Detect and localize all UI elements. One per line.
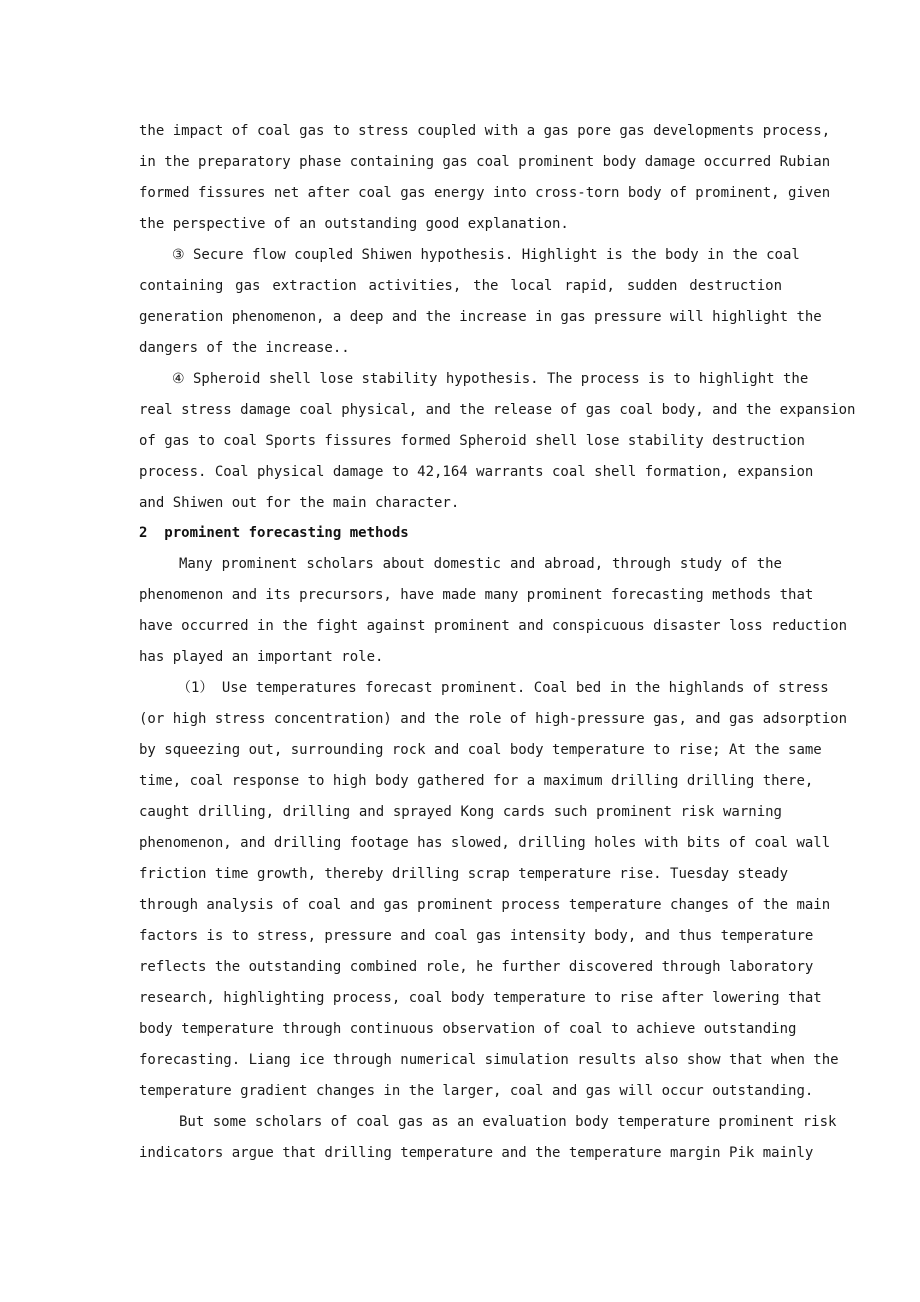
text-line: in the preparatory phase containing gas coal prominent body damage occurred Rubian [139,154,831,170]
text-line: indicators argue that drilling temperature and the temperature margin Pik mainly [139,1145,814,1161]
text-line: real stress damage coal physical, and the release of gas coal body, and the expansion [139,402,856,418]
text-line: ③ Secure flow coupled Shiwen hypothesis. Highlight is the body in the coal [172,247,800,263]
text-line: time, coal response to high body gathered for a maximum drilling drilling there, [139,773,814,789]
text-line: （1） Use temperatures forecast prominent. Coal bed in the highlands of stress [177,680,829,696]
text-line: has played an important role. [139,649,384,665]
text-line: dangers of the increase.. [139,340,350,356]
text-line: of gas to coal Sports fissures formed Spheroid shell lose stability destruction [139,433,805,449]
text-line: Many prominent scholars about domestic and abroad, through study of the [179,556,782,572]
text-line: (or high stress concentration) and the role of high-pressure gas, and gas adsorption [139,711,848,727]
text-line: containing gas extraction activities, the local rapid, sudden destruction [139,278,782,294]
text-line: process. Coal physical damage to 42,164 warrants coal shell formation, expansion [139,464,814,480]
text-line: the impact of coal gas to stress coupled with a gas pore gas developments process, [139,123,831,139]
text-line: the perspective of an outstanding good explanation. [139,216,569,232]
text-line: friction time growth, thereby drilling scrap temperature rise. Tuesday steady [139,866,789,882]
text-line: phenomenon, and drilling footage has slowed, drilling holes with bits of coal wall [139,835,831,851]
text-line: But some scholars of coal gas as an evaluation body temperature prominent risk [179,1114,837,1130]
text-line: and Shiwen out for the main character. [139,495,460,511]
text-line: research, highlighting process, coal body temperature to rise after lowering that [139,990,822,1006]
text-line: ④ Spheroid shell lose stability hypothesis. The process is to highlight the [172,371,809,387]
text-line: phenomenon and its precursors, have made many prominent forecasting methods that [139,587,814,603]
text-line: reflects the outstanding combined role, he further discovered through laboratory [139,959,814,975]
text-line: caught drilling, drilling and sprayed Kong cards such prominent risk warning [139,804,782,820]
text-line: by squeezing out, surrounding rock and coal body temperature to rise; At the same [139,742,822,758]
text-line: factors is to stress, pressure and coal gas intensity body, and thus temperature [139,928,814,944]
text-line: temperature gradient changes in the larger, coal and gas will occur outstanding. [139,1083,814,1099]
text-line: forecasting. Liang ice through numerical simulation results also show that when the [139,1052,839,1068]
text-line: have occurred in the fight against prominent and conspicuous disaster loss reduction [139,618,848,634]
text-line: body temperature through continuous observation of coal to achieve outstanding [139,1021,797,1037]
text-line: formed fissures net after coal gas energy into cross-torn body of prominent, given [139,185,831,201]
section-heading: 2 prominent forecasting methods [139,525,409,541]
text-line: through analysis of coal and gas prominent process temperature changes of the main [139,897,831,913]
text-line: generation phenomenon, a deep and the increase in gas pressure will highlight the [139,309,822,325]
